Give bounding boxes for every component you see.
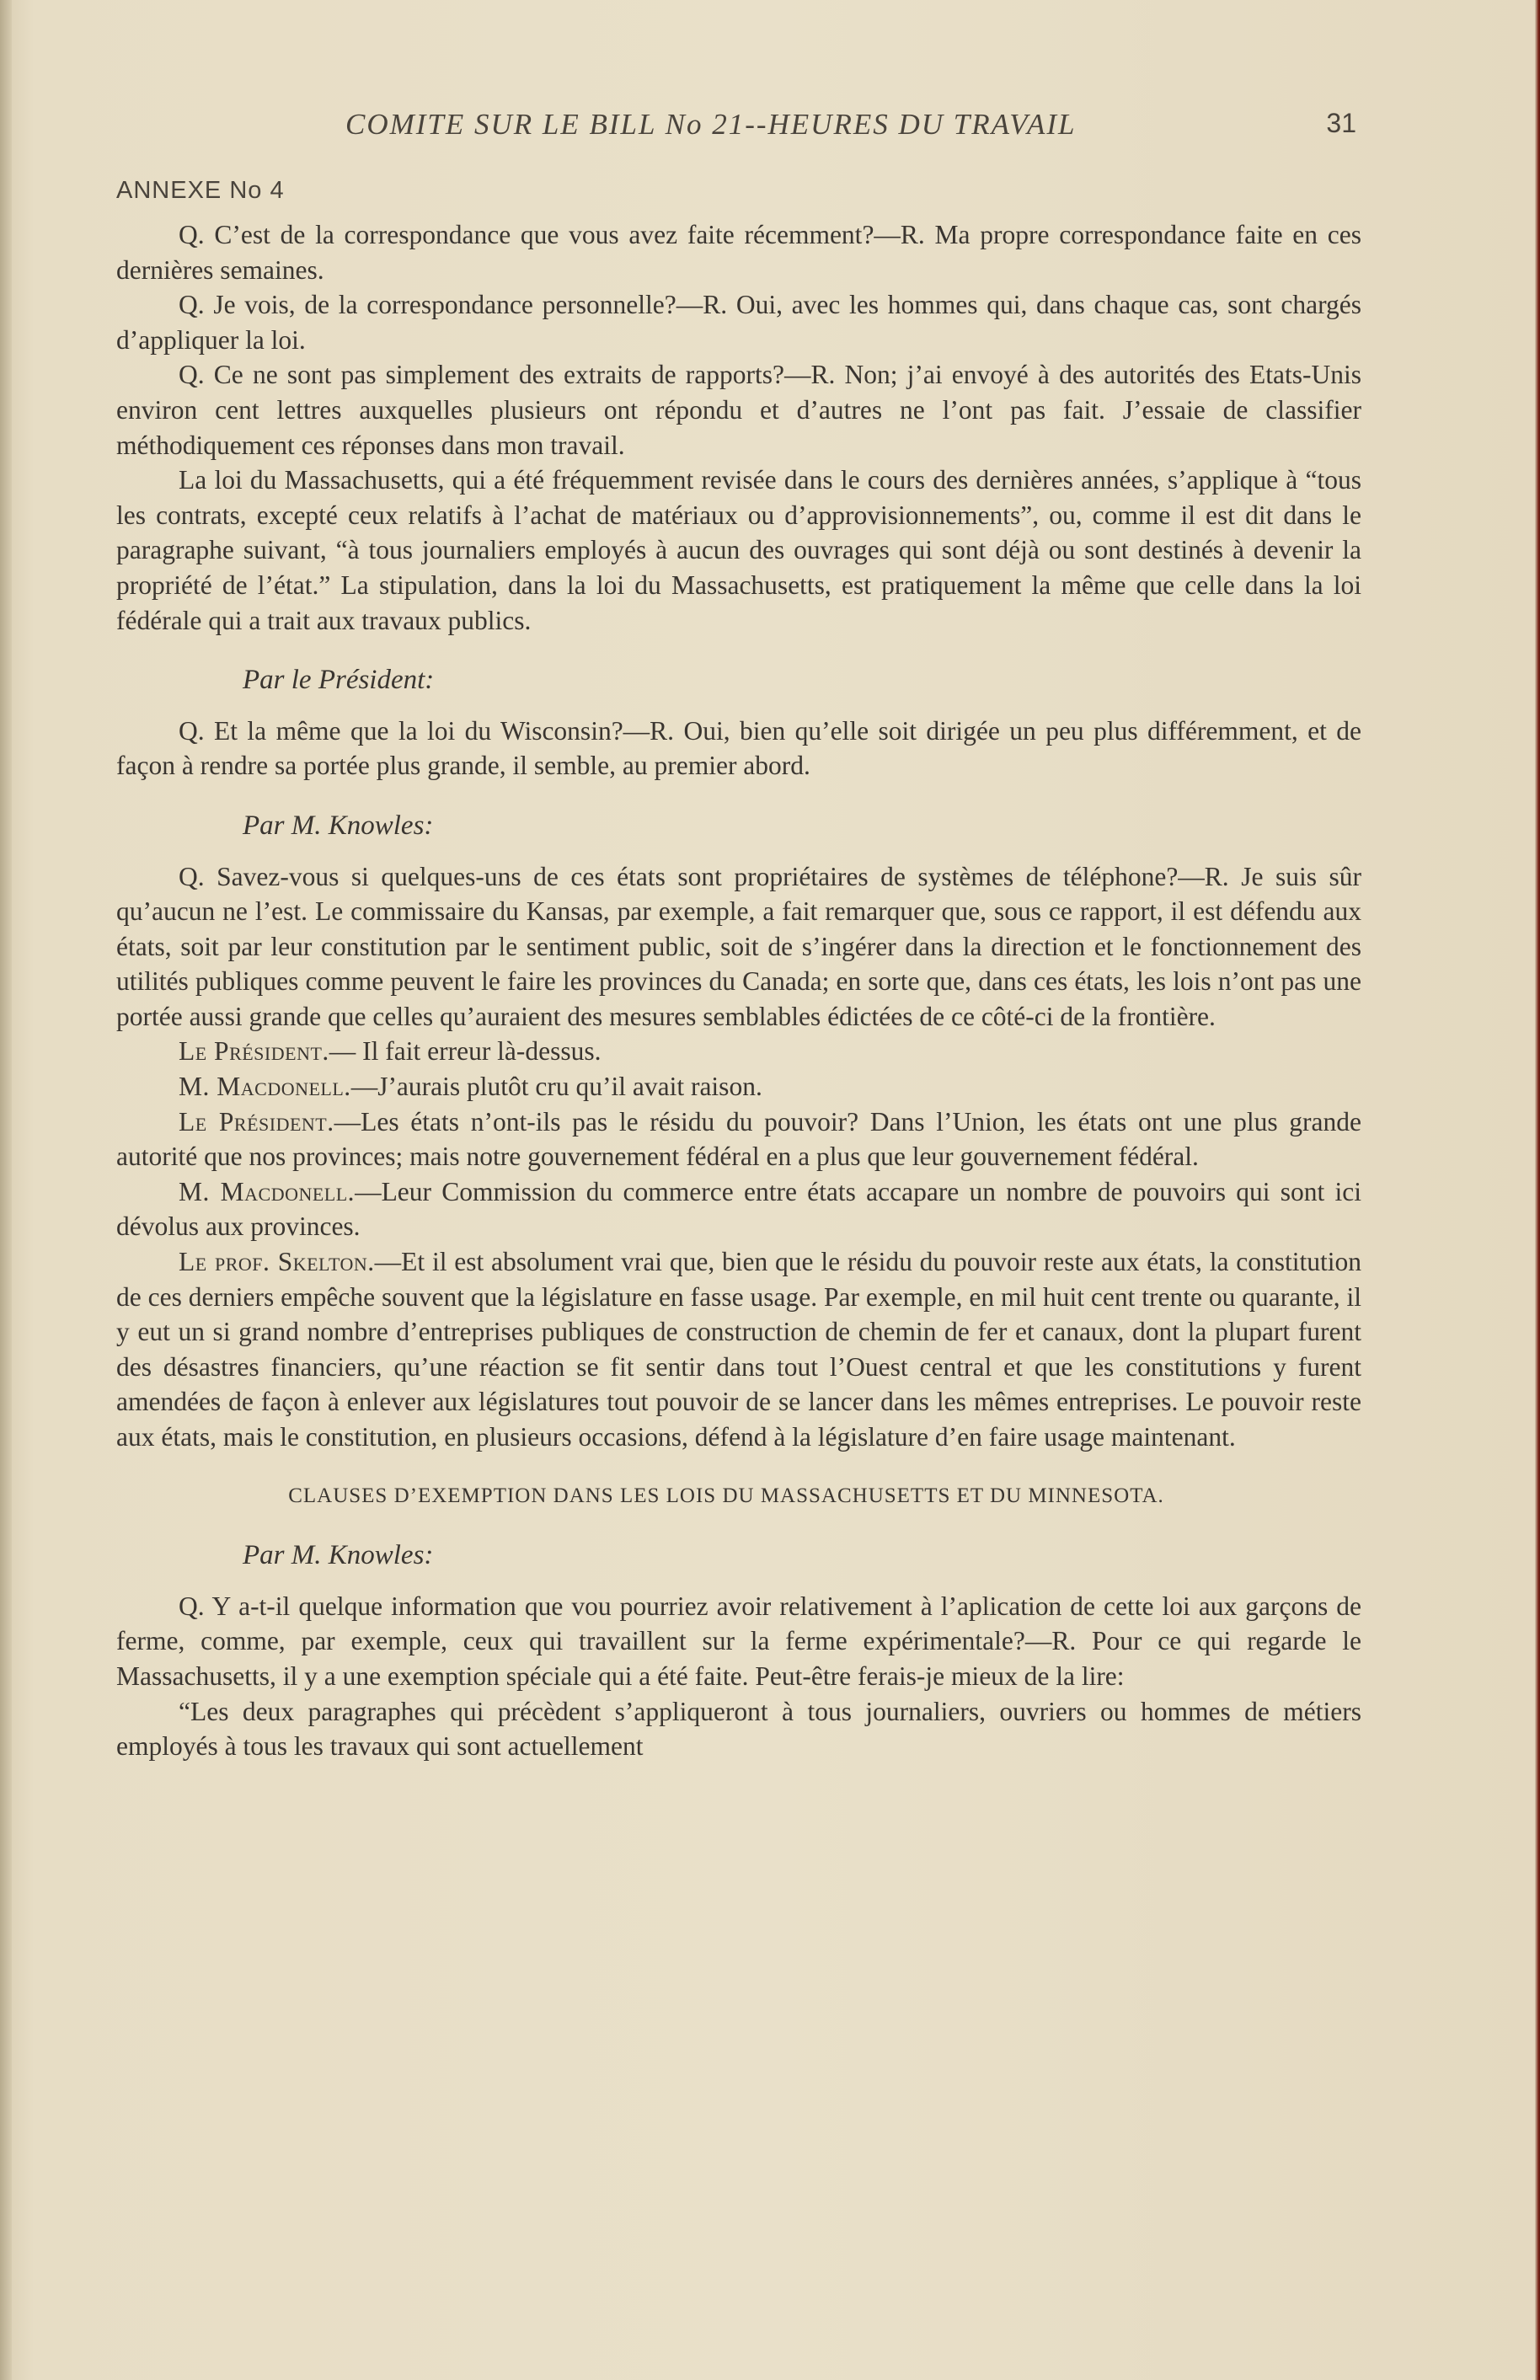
speech-text: —Leur Commission du commerce entre états accapare un nombre de pouvoirs qui sont ici dévolus aux provinces. — [116, 1176, 1361, 1242]
paragraph — [116, 1174, 1361, 1244]
page-edge — [1535, 0, 1540, 2380]
section-heading: CLAUSES D’EXEMPTION DANS LES LOIS DU MASSACHUSETTS ET DU MINNESOTA. — [288, 1484, 1164, 1507]
paragraph: Q. Je vois, de la correspondance personnelle?—R. Oui, avec les hommes qui, dans chaque cas, sont chargés d’appliquer la loi. — [116, 290, 1361, 355]
paragraph: Q. Et la même que la loi du Wisconsin?—R. Oui, bien qu’elle soit dirigée un peu plus différemment, et de façon à rendre sa portée plus grande, il semble, au premier abord. — [116, 715, 1361, 781]
paragraph: Q. C’est de la correspondance que vous avez faite récemment?—R. Ma propre correspondance faite en ces dernières semaines. — [116, 220, 1361, 285]
quoted-paragraph: “Les deux paragraphes qui précèdent s’appliqueront à tous journaliers, ouvriers ou hommes de métiers employés à tous les travaux qui sont actuellement — [116, 1696, 1361, 1762]
annex-label: ANNEXE No 4 — [116, 177, 285, 204]
page-binding-shadow — [0, 0, 12, 2380]
paragraph: La loi du Massachusetts, qui a été fréquemment revisée dans le cours des dernières années, s’applique à “tous les contrats, excepté ceux relatifs à l’achat de matériaux ou d’approvisionnements”, ou, comme il est dit dans le paragraphe suivant, “à tous journaliers employés à aucun des ouvrages qui sont déjà ou sont destinés à devenir la propriété de l’état.” La stipulation, dans la loi du Massachusetts, est pratiquement la même que celle dans la loi fédérale qui a trait aux travaux publics. — [116, 465, 1361, 635]
speaker-heading: Par M. Knowles: — [243, 1540, 434, 1571]
document-body — [116, 217, 1361, 1764]
speech-text: —J’aurais plutôt cru qu’il avait raison. — [350, 1072, 762, 1102]
running-title: COMITE SUR LE BILL No 21--HEURES DU TRAVAIL — [345, 108, 1077, 141]
paragraph: Q. Ce ne sont pas simplement des extraits de rapports?—R. Non; j’ai envoyé à des autorités des Etats-Unis environ cent lettres auxquelles plusieurs ont répondu et d’autres ne l’ont pas fait. J’essaie de classifier méthodiquement ces réponses dans mon travail. — [116, 360, 1361, 460]
page-header — [118, 108, 1356, 150]
speaker-name: Le Président. — [179, 1036, 329, 1067]
paragraph — [116, 1104, 1361, 1174]
paragraph — [116, 1069, 1361, 1104]
speaker-name: M. Macdonell. — [179, 1072, 351, 1102]
speaker-heading: Par le Président: — [243, 665, 435, 696]
speech-text: —Les états n’ont-ils pas le résidu du pouvoir? Dans l’Union, les états ont une plus grande autorité que nos provinces; mais notre gouvernement fédéral en a plus que leur gouvernement fédéral. — [116, 1106, 1361, 1172]
paragraph — [116, 1034, 1361, 1069]
speech-text: —Et il est absolument vrai que, bien que le résidu du pouvoir reste aux états, la constitution de ces derniers empêche souvent que la législature en fasse usage. Par exemple, en mil huit cent trente ou quarante, il y eut un si grand nombre d’entreprises publiques de construction de chemin de fer et canaux, dont la plupart furent des désastres financiers, qu’une réaction se fit sentir dans tout l’Ouest central et que les constitutions y furent amendées de façon à enlever aux législatures tout pouvoir de se lancer dans les mêmes entreprises. Le pouvoir reste aux états, mais le constitution, en plusieurs occasions, défend à la législature d’en faire usage maintenant. — [116, 1247, 1361, 1452]
paragraph — [116, 1244, 1361, 1455]
paragraph: Q. Savez-vous si quelques-uns de ces états sont propriétaires de systèmes de téléphone?—R. Je suis sûr qu’aucun ne l’est. Le commissaire du Kansas, par exemple, a fait remarquer que, sous ce rapport, il est défendu aux états, soit par leur constitution par le sentiment public, soit de s’ingérer dans la direction et le fonctionnement des utilités publiques comme peuvent le faire les provinces du Canada; en sorte que, dans ces états, les lois n’ont pas une portée aussi grande que celles qu’auraient des mesures semblables édictées de ce côté-ci de la frontière. — [116, 861, 1361, 1031]
speaker-name: Le prof. Skelton. — [179, 1247, 375, 1277]
paragraph: Q. Y a-t-il quelque information que vou pourriez avoir relativement à l’aplication de cette loi aux garçons de ferme, comme, par exemple, ceux qui travaillent sur la ferme expérimentale?—R. Pour ce qui regarde le Massachusetts, il y a une exemption spéciale qui a été faite. Peut-être ferais-je mieux de la lire: — [116, 1591, 1361, 1691]
speaker-name: M. Macdonell. — [179, 1176, 356, 1206]
page-number: 31 — [1326, 108, 1356, 138]
speech-text: — Il fait erreur là-dessus. — [329, 1036, 602, 1067]
speaker-name: Le Président. — [179, 1106, 334, 1137]
speaker-heading: Par M. Knowles: — [243, 810, 434, 841]
